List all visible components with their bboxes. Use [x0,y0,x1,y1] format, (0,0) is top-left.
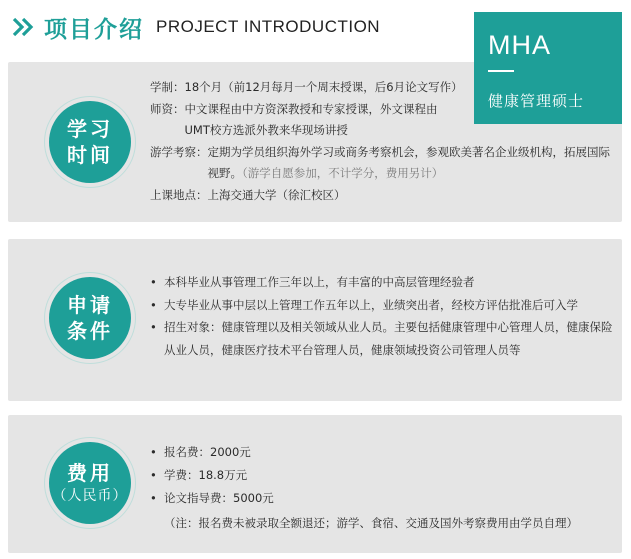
tour-text: 定期为学员组织海外学习或商务考察机会，参观欧美著名企业级机构，拓展国际视野。 [207,144,610,180]
faculty-label: 师资： [150,101,185,116]
circle-label-line1: 申请 [67,293,113,317]
faculty-text-line1: 中文课程由中方资深教授和专家授课，外文课程由 [184,101,438,116]
circle-label-line2: 时间 [67,143,113,167]
faculty-text-line2: UMT校方选派外教来华现场讲授 [184,123,348,137]
tour-label: 游学考察： [150,144,208,159]
tour-body [208,142,611,185]
tour-row [150,142,610,185]
list-item: • 学费：18.8万元 [150,464,610,487]
tour-note: （游学自愿参加，不计学分，费用另计） [242,166,444,180]
program-badge [474,12,622,124]
program-badge-title: MHA [488,30,551,60]
program-badge-subtitle: 健康管理硕士 [488,92,585,110]
circle-label-line1: 费用 [67,461,113,485]
list-item: • 大专毕业从事中层以上管理工作五年以上，业绩突出者，经校方评估批准后可入学 [150,294,616,317]
fees-circle [49,442,131,524]
badge-divider [488,70,514,72]
fees-note: （注：报名费未被录取全额退还；游学、食宿、交通及国外考察费用由学员自理） [164,516,578,530]
study-time-circle [49,101,131,183]
list-item: • 本科毕业从事管理工作三年以上，有丰富的中高层管理经验者 [150,271,616,294]
list-item: • 论文指导费：5000元 [150,487,610,510]
double-chevron-right-icon [12,15,36,39]
section-title-chinese: 项目介绍 [44,16,144,43]
section-title-english: PROJECT INTRODUCTION [156,17,381,36]
list-item: • 招生对象：健康管理以及相关领域从业人员。主要包括健康管理中心管理人员，健康保险从业人员，健康医疗技术平台管理人员，健康领域投资公司管理人员等 [150,316,616,361]
fees-list [150,441,610,535]
location-text: 上课地点：上海交通大学（徐汇校区） [150,187,346,202]
list-item: • 报名费：2000元 [150,441,610,464]
circle-label-line2: 条件 [67,319,113,343]
apply-requirements-list [150,271,616,361]
circle-label-line2: （人民币） [52,488,128,504]
faculty-text [185,99,438,142]
section-header [12,10,380,44]
circle-label-line1: 学习 [67,117,113,141]
duration-text: 学制：18个月（前12月每月一个周末授课，后6月论文写作） [150,80,463,94]
apply-conditions-circle [49,277,131,359]
